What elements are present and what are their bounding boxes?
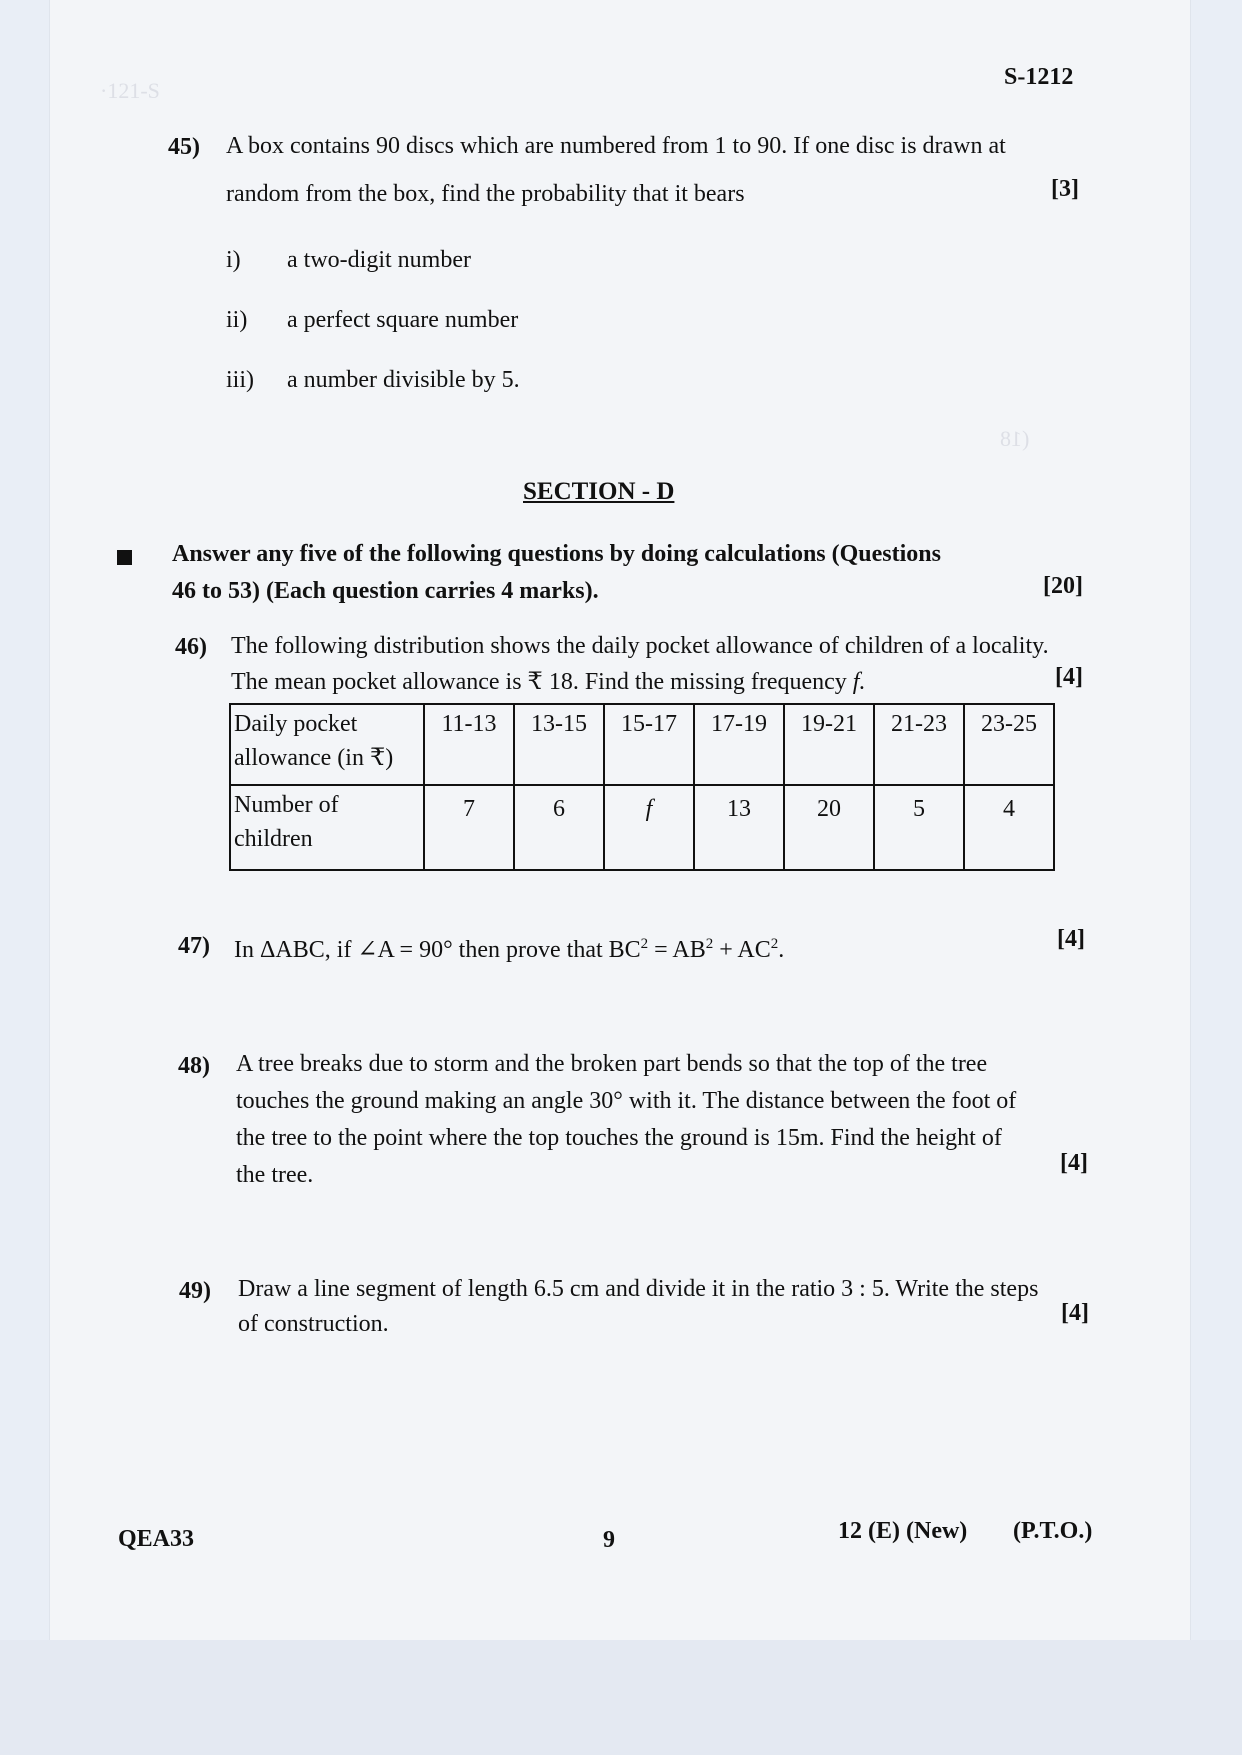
frequency-cell: 20 bbox=[784, 785, 874, 870]
marks-label: [4] bbox=[1061, 1300, 1089, 1326]
class-interval-cell: 13-15 bbox=[514, 704, 604, 785]
class-interval-cell: 23-25 bbox=[964, 704, 1054, 785]
frequency-cell: 6 bbox=[514, 785, 604, 870]
table-row-header: Daily pocket allowance (in ₹) bbox=[230, 704, 424, 785]
question-text: The following distribution shows the daily pocket allowance of children of a locality. bbox=[231, 633, 1049, 659]
part-text: a number divisible by 5. bbox=[287, 367, 520, 393]
footer-code: QEA33 bbox=[118, 1526, 195, 1552]
question-text: A tree breaks due to storm and the broken part bends so that the top of the tree bbox=[236, 1051, 988, 1077]
part-text: a two-digit number bbox=[287, 247, 471, 273]
footer-edition: 12 (E) (New) bbox=[838, 1518, 968, 1544]
footer-pto: (P.T.O.) bbox=[1013, 1518, 1093, 1544]
question-text: The mean pocket allowance is ₹ 18. Find the missing frequency f. bbox=[231, 669, 866, 695]
table-row bbox=[230, 704, 1054, 785]
marks-label: [4] bbox=[1060, 1150, 1088, 1176]
part-label: iii) bbox=[226, 367, 254, 393]
show-through-text: ·121-S bbox=[100, 78, 160, 103]
frequency-cell: 7 bbox=[424, 785, 514, 870]
bullet-square-icon bbox=[117, 550, 132, 565]
class-interval-cell: 11-13 bbox=[424, 704, 514, 785]
question-text: of construction. bbox=[238, 1311, 389, 1337]
table-row bbox=[230, 785, 1054, 870]
question-text: the tree. bbox=[236, 1162, 314, 1188]
class-interval-cell: 17-19 bbox=[694, 704, 784, 785]
marks-label: [20] bbox=[1043, 573, 1083, 599]
question-text: A box contains 90 discs which are numbered from 1 to 90. If one disc is drawn at bbox=[226, 133, 1006, 159]
frequency-cell: 4 bbox=[964, 785, 1054, 870]
section-instruction: Answer any five of the following questions by doing calculations (Questions bbox=[172, 541, 941, 567]
question-number: 45) bbox=[168, 134, 200, 160]
section-instruction: 46 to 53) (Each question carries 4 marks). bbox=[172, 578, 599, 604]
part-label: i) bbox=[226, 247, 241, 273]
class-interval-cell: 15-17 bbox=[604, 704, 694, 785]
section-title: SECTION - D bbox=[523, 478, 675, 505]
marks-label: [3] bbox=[1051, 176, 1079, 202]
question-text: random from the box, find the probability that it bears bbox=[226, 181, 745, 207]
frequency-table bbox=[229, 703, 1055, 871]
table-row-header: Number of children bbox=[230, 785, 424, 870]
frequency-cell: f bbox=[604, 785, 694, 870]
marks-label: [4] bbox=[1057, 926, 1085, 952]
question-number: 48) bbox=[178, 1053, 210, 1079]
marks-label: [4] bbox=[1055, 664, 1083, 690]
frequency-cell: 13 bbox=[694, 785, 784, 870]
frequency-cell: 5 bbox=[874, 785, 964, 870]
paper-code: S-1212 bbox=[1004, 64, 1074, 90]
question-text: Draw a line segment of length 6.5 cm and divide it in the ratio 3 : 5. Write the steps bbox=[238, 1276, 1039, 1302]
class-interval-cell: 19-21 bbox=[784, 704, 874, 785]
question-number: 46) bbox=[175, 634, 207, 660]
part-label: ii) bbox=[226, 307, 248, 333]
question-text: In ΔABC, if ∠A = 90° then prove that $BC^2 = AB^2 + AC^2$. bbox=[234, 936, 785, 963]
question-text: the tree to the point where the top touches the ground is 15m. Find the height of bbox=[236, 1125, 1002, 1151]
part-text: a perfect square number bbox=[287, 307, 519, 333]
scan-margin bbox=[0, 1640, 1242, 1755]
page-number: 9 bbox=[603, 1527, 615, 1553]
class-interval-cell: 21-23 bbox=[874, 704, 964, 785]
question-number: 47) bbox=[178, 933, 210, 959]
question-number: 49) bbox=[179, 1278, 211, 1304]
show-through-text: (18 bbox=[1000, 426, 1030, 451]
question-text: touches the ground making an angle 30° with it. The distance between the foot of bbox=[236, 1088, 1017, 1114]
